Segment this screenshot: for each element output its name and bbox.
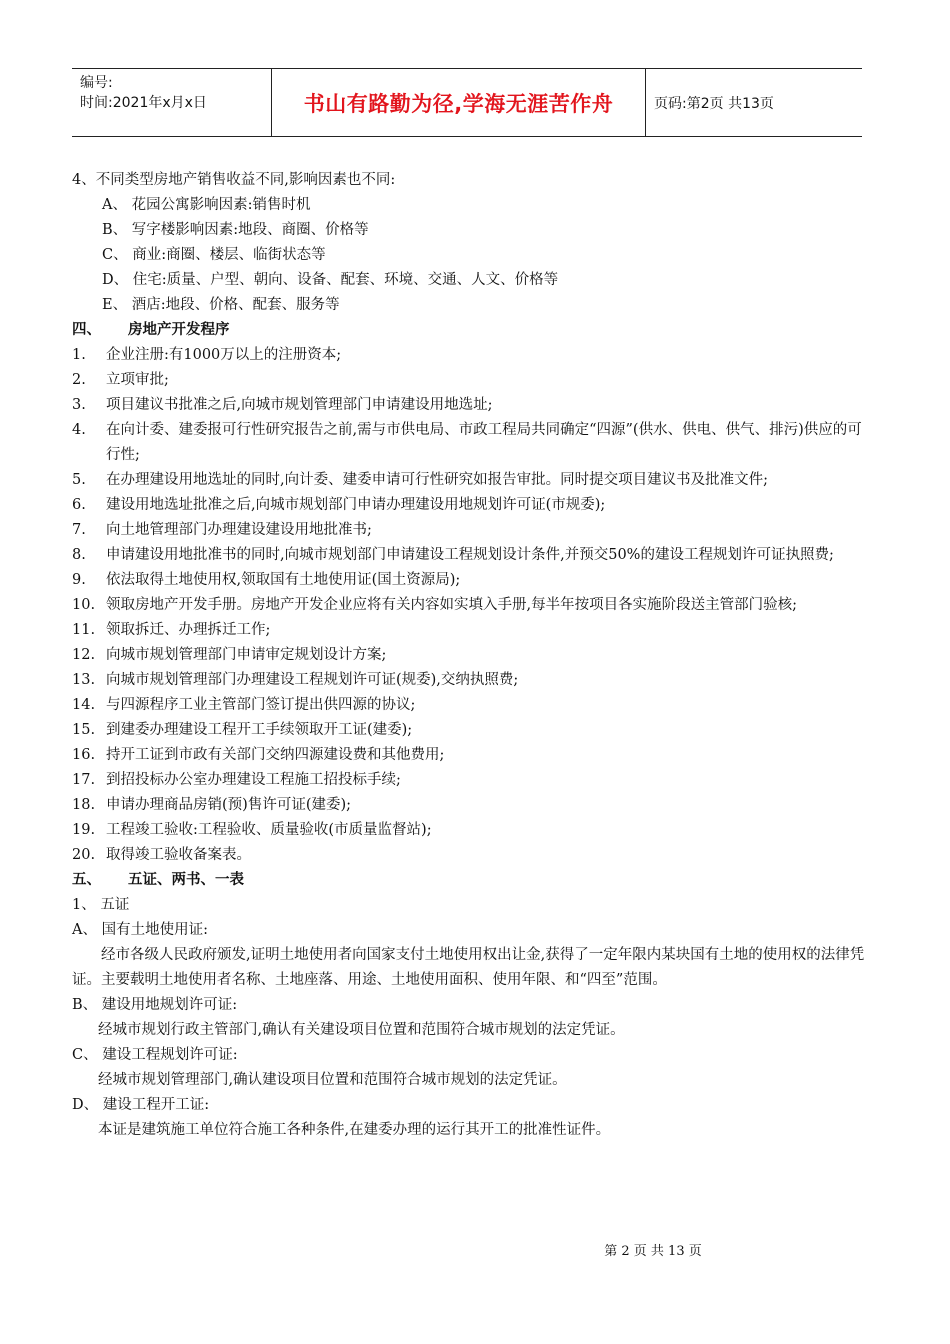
list-item: [72, 743, 872, 768]
item-text: 到招投标办公室办理建设工程施工招投标手续;: [106, 772, 401, 788]
cert-title: A、 国有土地使用证:: [72, 922, 208, 938]
item-number: 1.: [72, 347, 86, 363]
section-title: 房地产开发程序: [128, 322, 230, 338]
subsection-title: 1、 五证: [72, 897, 130, 913]
item-text: 与四源程序工业主管部门签订提出供四源的协议;: [106, 697, 416, 713]
list-item: [72, 668, 872, 693]
item-text: 建设用地选址批准之后,向城市规划部门申请办理建设用地规划许可证(市规委);: [106, 497, 606, 513]
item-number: 19.: [72, 822, 96, 838]
item-text: 持开工证到市政有关部门交纳四源建设费和其他费用;: [106, 747, 445, 763]
section-heading: [72, 318, 872, 343]
item-number: 20.: [72, 847, 96, 863]
intro-item: B、 写字楼影响因素:地段、商圈、价格等: [102, 222, 369, 238]
item-text: 申请建设用地批准书的同时,向城市规划部门申请建设工程规划设计条件,并预交50%的建设工程规划许可证执照费;: [106, 547, 834, 563]
list-item: [72, 468, 872, 493]
item-number: 10.: [72, 597, 96, 613]
item-text: 到建委办理建设工程开工手续领取开工证(建委);: [106, 722, 413, 738]
item-number: 6.: [72, 497, 86, 513]
list-item: [72, 493, 872, 518]
page-footer: 第 2 页 共 13 页: [604, 1244, 702, 1259]
item-number: 17.: [72, 772, 96, 788]
item-number: 13.: [72, 672, 96, 688]
item-number: 8.: [72, 547, 86, 563]
item-text: 依法取得土地使用权,领取国有土地使用证(国土资源局);: [106, 572, 461, 588]
list-item: [72, 793, 872, 818]
cert-description: 经城市规划管理部门,确认建设项目位置和范围符合城市规划的法定凭证。: [98, 1072, 567, 1088]
item-text: 在向计委、建委报可行性研究报告之前,需与市供电局、市政工程局共同确定“四源”(供水、供电、供气、排污)供应的可行性;: [106, 422, 862, 463]
item-number: 16.: [72, 747, 96, 763]
list-item: [72, 593, 872, 618]
item-number: 15.: [72, 722, 96, 738]
item-text: 向城市规划管理部门办理建设工程规划许可证(规委),交纳执照费;: [106, 672, 519, 688]
item-number: 14.: [72, 697, 96, 713]
cert-description: 经城市规划行政主管部门,确认有关建设项目位置和范围符合城市规划的法定凭证。: [98, 1022, 625, 1038]
item-text: 在办理建设用地选址的同时,向计委、建委申请可行性研究如报告审批。同时提交项目建议书及批准文件;: [106, 472, 768, 488]
item-number: 3.: [72, 397, 86, 413]
list-item: [72, 393, 872, 418]
item-number: 7.: [72, 522, 86, 538]
item-number: 2.: [72, 372, 86, 388]
item-text: 立项审批;: [106, 372, 169, 388]
list-item: [72, 368, 872, 393]
item-text: 工程竣工验收:工程验收、质量验收(市质量监督站);: [106, 822, 432, 838]
item-text: 领取房地产开发手册。房地产开发企业应将有关内容如实填入手册,每半年按项目各实施阶段送主管部门验核;: [106, 597, 797, 613]
cert-title: C、 建设工程规划许可证:: [72, 1047, 238, 1063]
list-item: [72, 818, 872, 843]
list-item: [72, 843, 872, 868]
list-item: [72, 643, 872, 668]
steps-list: [72, 343, 872, 868]
item-number: 4.: [72, 422, 86, 438]
item-text: 取得竣工验收备案表。: [106, 847, 251, 863]
header-number: 编号:: [80, 75, 113, 91]
section-title: 五证、两书、一表: [128, 872, 244, 888]
intro-item: A、 花园公寓影响因素:销售时机: [102, 197, 311, 213]
item-text: 企业注册:有1000万以上的注册资本;: [106, 347, 342, 363]
cert-title: B、 建设用地规划许可证:: [72, 997, 238, 1013]
list-item: [72, 343, 872, 368]
item-number: 11.: [72, 622, 96, 638]
item-number: 18.: [72, 797, 96, 813]
intro-item: E、 酒店:地段、价格、配套、服务等: [102, 297, 340, 313]
list-item: [72, 543, 872, 568]
intro-item: C、 商业:商圈、楼层、临街状态等: [102, 247, 326, 263]
list-item: [72, 768, 872, 793]
section-number: 五、: [72, 872, 101, 888]
cert-description: 本证是建筑施工单位符合施工各种条件,在建委办理的运行其开工的批准性证件。: [98, 1122, 611, 1138]
page-header: [72, 68, 862, 137]
item-text: 项目建议书批准之后,向城市规划管理部门申请建设用地选址;: [106, 397, 493, 413]
header-page: 页码:第2页 共13页: [654, 95, 774, 112]
item-text: 申请办理商品房销(预)售许可证(建委);: [106, 797, 352, 813]
list-item: [72, 618, 872, 643]
header-motto: 书山有路勤为径,学海无涯苦作舟: [272, 69, 646, 136]
item-number: 12.: [72, 647, 96, 663]
section-heading: [72, 868, 872, 893]
item-text: 向土地管理部门办理建设建设用地批准书;: [106, 522, 372, 538]
header-meta: [72, 69, 272, 136]
list-item: [72, 568, 872, 593]
cert-description: 经市各级人民政府颁发,证明土地使用者向国家支付土地使用权出让金,获得了一定年限内某块国有土地的使用权的法律凭证。主要载明土地使用者名称、土地座落、用途、土地使用面积、使用年限、和“四至”范围。: [72, 947, 865, 988]
item-number: 9.: [72, 572, 86, 588]
list-item: [72, 718, 872, 743]
intro-line: 4、不同类型房地产销售收益不同,影响因素也不同:: [72, 172, 396, 188]
header-time: 时间:2021年x月x日: [80, 95, 207, 111]
item-text: 向城市规划管理部门申请审定规划设计方案;: [106, 647, 387, 663]
item-text: 领取拆迁、办理拆迁工作;: [106, 622, 271, 638]
section-number: 四、: [72, 322, 101, 338]
intro-item: D、 住宅:质量、户型、朝向、设备、配套、环境、交通、人文、价格等: [102, 272, 559, 288]
list-item: [72, 693, 872, 718]
cert-title: D、 建设工程开工证:: [72, 1097, 210, 1113]
item-number: 5.: [72, 472, 86, 488]
list-item: [72, 518, 872, 543]
list-item: [72, 418, 872, 468]
document-body: [72, 168, 872, 1143]
